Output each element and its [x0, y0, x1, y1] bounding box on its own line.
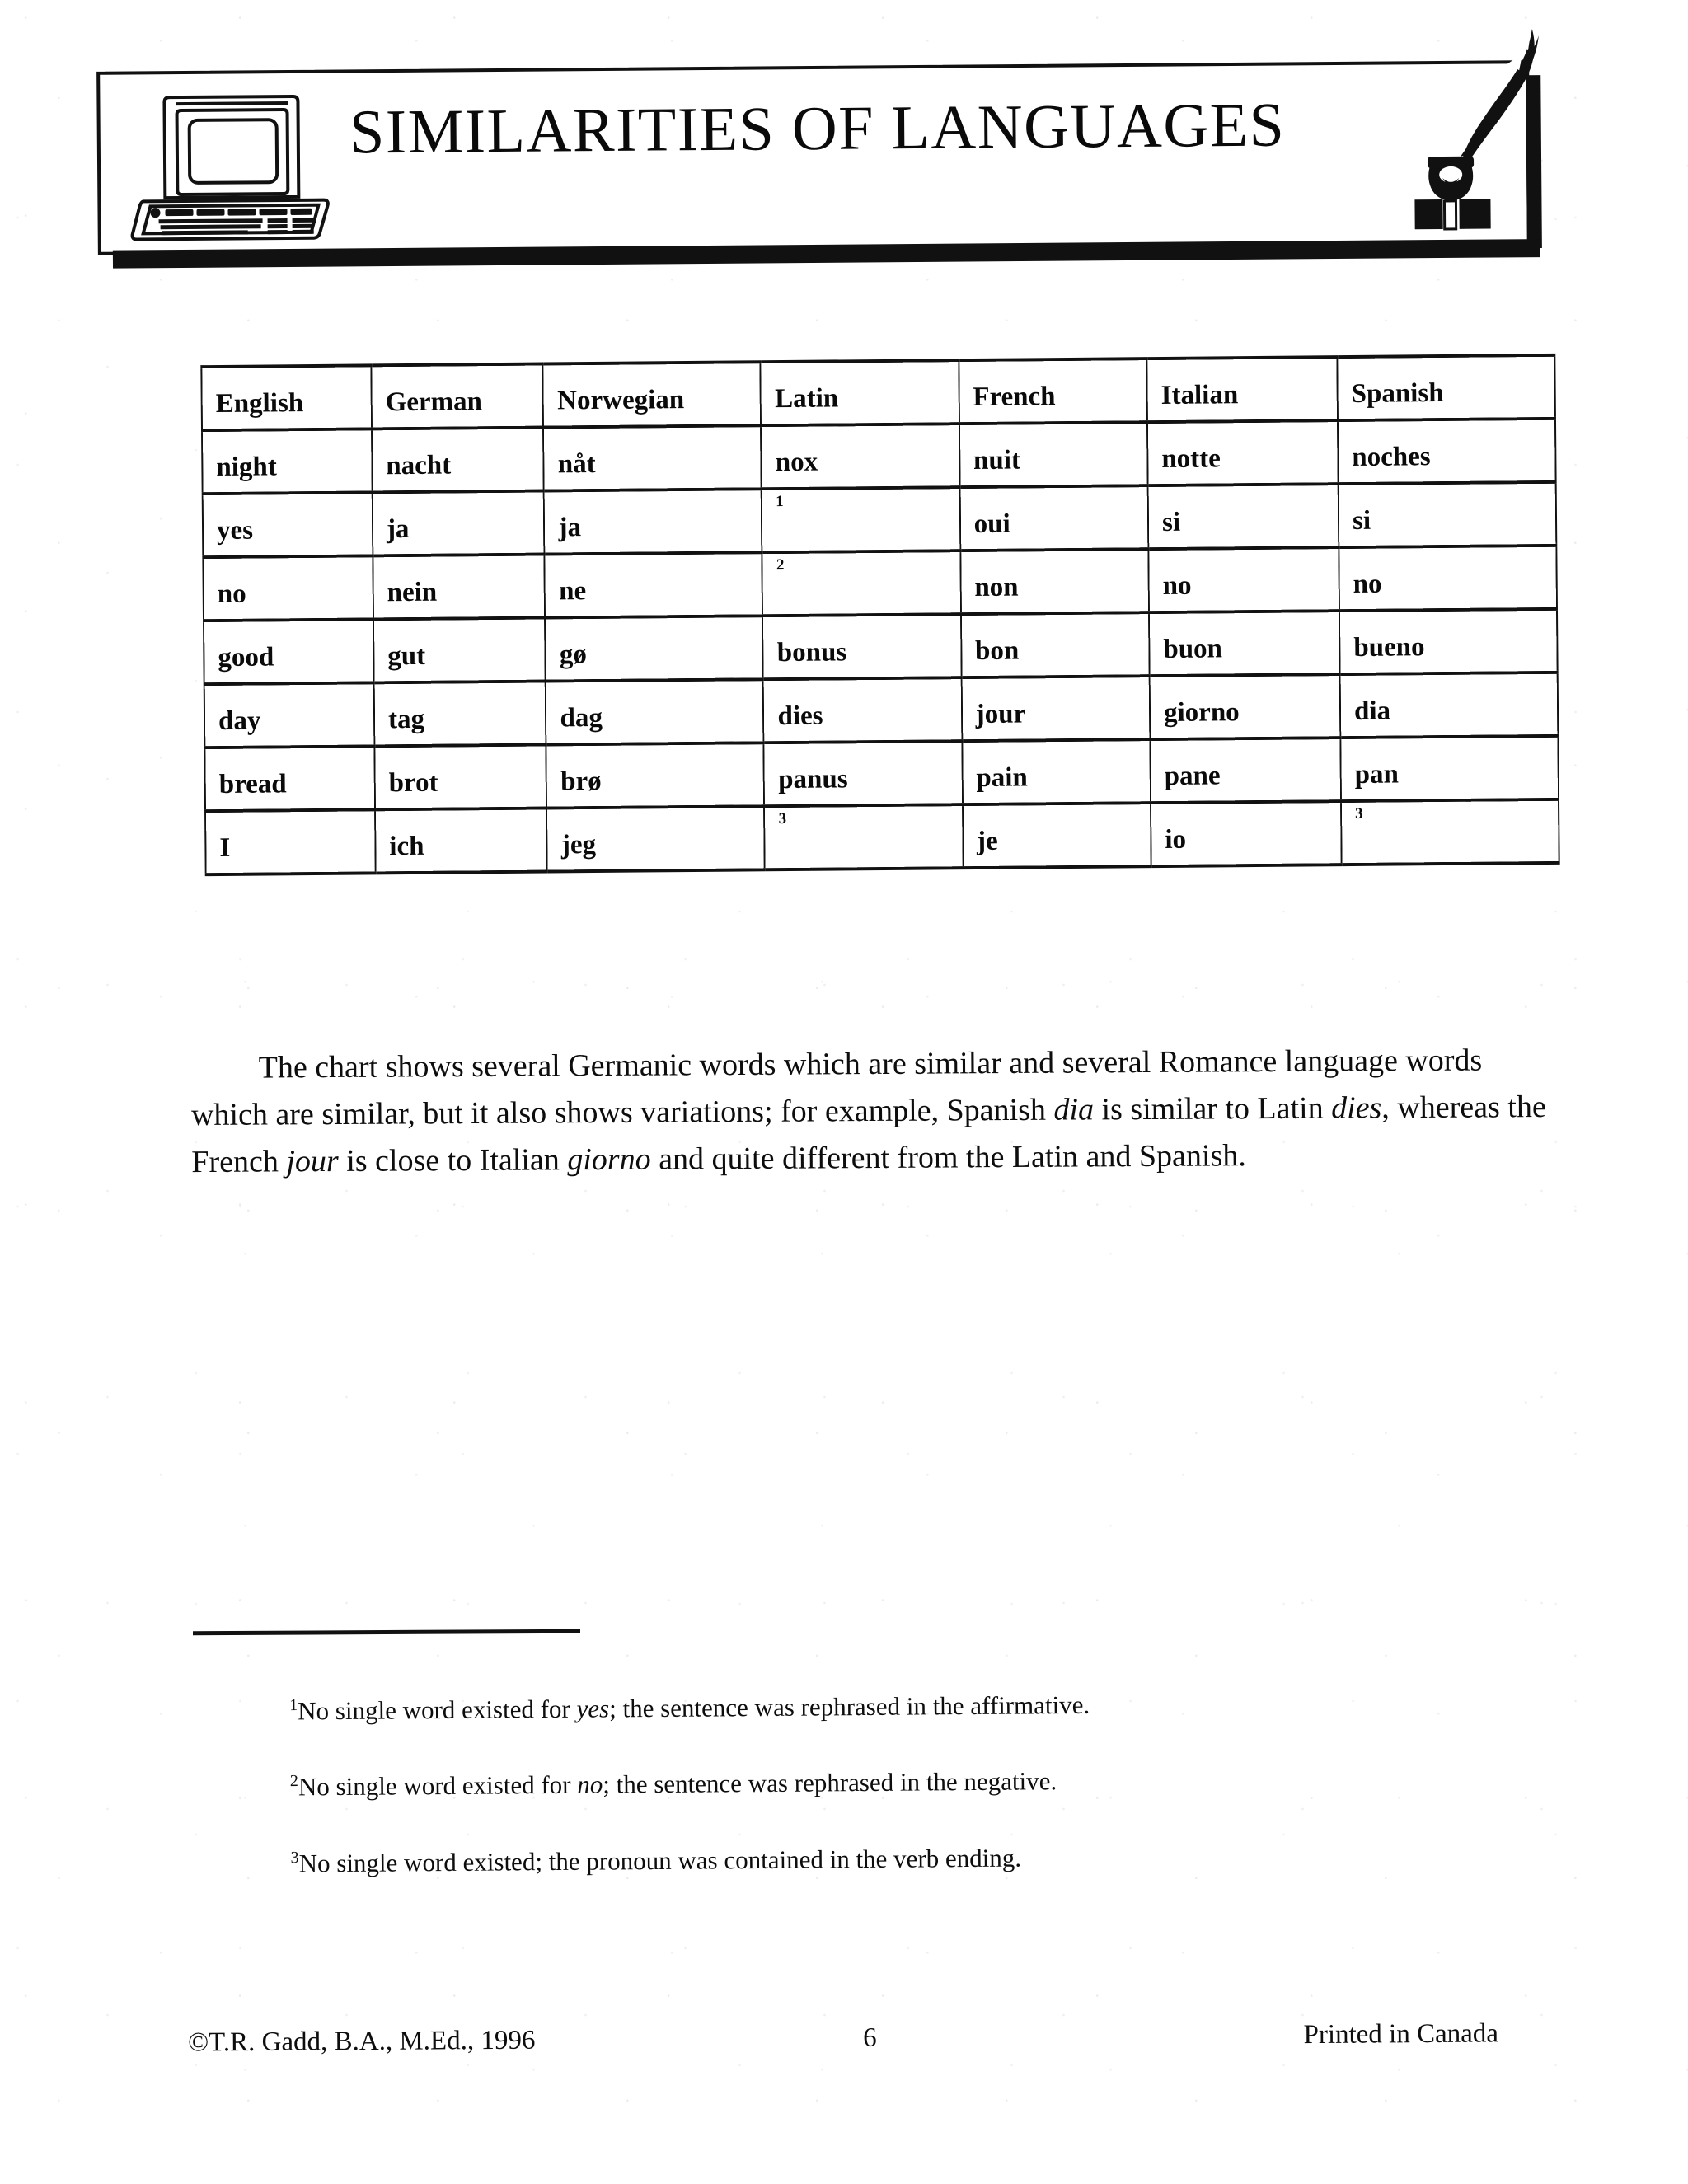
footnote-marker: 1: [776, 493, 784, 511]
table-cell-english: [204, 746, 375, 811]
column-header-german: German: [371, 364, 543, 429]
cell-text: dag: [560, 702, 603, 733]
table-cell-english: [203, 492, 373, 557]
table-cell-norwegian: [546, 743, 765, 808]
cell-text: good: [218, 642, 274, 673]
cell-text: ne: [559, 576, 587, 607]
cell-text: yes: [216, 515, 254, 546]
table-cell-norwegian: [546, 806, 765, 871]
table-cell-german: [373, 555, 545, 620]
table-cell-german: [373, 618, 546, 683]
cell-text: brot: [388, 767, 438, 799]
computer-illustration-icon: [118, 85, 341, 243]
page-title: SIMILARITIES OF LANGUAGES: [349, 90, 1286, 167]
cell-text: bon: [974, 635, 1020, 666]
cell-text: I: [219, 832, 231, 864]
cell-text: oui: [973, 509, 1010, 540]
table-cell-norwegian: [543, 425, 762, 490]
table-cell-french: [963, 803, 1151, 868]
cell-text: jour: [975, 699, 1026, 729]
table-cell-french: [960, 549, 1149, 614]
cell-text: non: [974, 572, 1019, 602]
footnote-marker: 1: [289, 1696, 298, 1715]
footnote-item: $^2$No single word existed for no; the sentence was rephrased in the negative.: [289, 1766, 1057, 1802]
footnote-separator-rule: [193, 1629, 580, 1635]
table-cell-italian: [1150, 738, 1341, 803]
cell-text: ja: [558, 513, 582, 543]
cell-text: pan: [1354, 759, 1400, 790]
table-cell-spanish: [1338, 419, 1556, 484]
cell-text: night: [216, 452, 277, 483]
table-cell-norwegian: [545, 552, 763, 617]
table-cell-spanish: [1339, 482, 1557, 547]
table-cell-latin: [764, 804, 963, 869]
cell-text: nox: [775, 447, 818, 478]
table-cell-spanish: [1340, 736, 1559, 801]
table-cell-norwegian: [544, 489, 762, 554]
cell-text: noches: [1352, 442, 1431, 472]
print-note: Printed in Canada: [1303, 2018, 1499, 2050]
cell-text: gø: [559, 640, 588, 670]
column-header-french: French: [959, 359, 1147, 424]
cell-text: bueno: [1353, 632, 1425, 663]
cell-text: tag: [387, 704, 425, 735]
similarities-table-container: [200, 354, 1559, 876]
table-cell-italian: [1151, 801, 1342, 866]
table-header-row: [201, 355, 1555, 430]
table-cell-spanish: [1341, 799, 1559, 865]
similarities-of-languages-table: [200, 354, 1559, 876]
table-cell-latin: [764, 741, 963, 806]
table-cell-spanish: [1339, 609, 1558, 674]
table-cell-english: [204, 682, 375, 748]
footnote-item: $^1$No single word existed for yes; the sentence was rephrased in the affirmative.: [289, 1690, 1090, 1726]
table-cell-norwegian: [545, 616, 763, 681]
table-cell-german: [374, 682, 546, 747]
table-cell-french: [959, 485, 1148, 551]
footnote-item: $^3$No single word existed; the pronoun was contained in the verb ending.: [290, 1843, 1022, 1878]
cell-text: no: [217, 579, 246, 610]
cell-text: giorno: [1163, 697, 1240, 729]
table-cell-english: [203, 555, 373, 621]
cell-text: io: [1165, 824, 1187, 855]
copyright-notice: ©T.R. Gadd, B.A., M.Ed., 1996: [187, 2025, 536, 2058]
cell-text: nein: [387, 577, 438, 608]
page-number: 6: [863, 2022, 877, 2053]
table-cell-german: [375, 808, 547, 874]
table-cell-latin: [762, 487, 960, 552]
cell-text: si: [1352, 505, 1372, 536]
footnote-marker: 3: [778, 810, 787, 828]
cell-text: dia: [1353, 696, 1391, 726]
cell-text: buon: [1163, 634, 1223, 665]
table-cell-french: [959, 422, 1148, 487]
cell-text: brø: [560, 766, 602, 797]
cell-text: panus: [778, 764, 848, 795]
quill-and-inkwell-icon: [1394, 24, 1568, 240]
cell-text: bonus: [776, 637, 847, 668]
cell-text: gut: [387, 640, 426, 672]
table-cell-german: [374, 745, 546, 810]
column-header-english: English: [201, 365, 372, 430]
table-cell-latin: [762, 614, 961, 679]
table-cell-german: [373, 491, 545, 556]
cell-text: no: [1353, 569, 1382, 599]
table-cell-italian: [1148, 547, 1339, 612]
footnote-marker: 2: [776, 556, 785, 574]
table-cell-latin: [761, 424, 959, 489]
column-header-latin: Latin: [761, 360, 959, 425]
cell-text: si: [1161, 507, 1181, 538]
column-header-italian: Italian: [1146, 357, 1338, 422]
footnote-marker: 3: [290, 1848, 299, 1867]
column-header-norwegian: Norwegian: [543, 362, 762, 427]
footnotes-list: [289, 1661, 1445, 1924]
table-row: [205, 799, 1559, 874]
table-cell-spanish: [1339, 546, 1557, 611]
cell-text: pain: [976, 762, 1028, 793]
table-cell-latin: [763, 677, 962, 743]
table-row: [202, 419, 1556, 494]
cell-text: nuit: [973, 445, 1021, 476]
table-cell-latin: [762, 551, 961, 616]
table-row: [203, 546, 1557, 621]
cell-text: je: [976, 826, 998, 856]
cell-text: pane: [1164, 761, 1221, 791]
table-cell-german: [372, 428, 544, 493]
table-cell-norwegian: [546, 679, 764, 744]
cell-text: notte: [1161, 443, 1221, 475]
cell-text: bread: [218, 769, 287, 800]
cell-text: nacht: [386, 450, 452, 481]
table-cell-italian: [1148, 484, 1339, 549]
cell-text: no: [1162, 570, 1192, 602]
footnote-marker: 3: [1355, 804, 1363, 823]
cell-text: ja: [386, 513, 410, 545]
table-row: [204, 609, 1558, 684]
explanatory-paragraph: The chart shows several Germanic words which are similar and several Romance language words which are similar, but it also shows variations; for example, Spanish dia is similar to Latin dies, whereas the French jour is close to Italian giorno and quite different from the Latin and Spanish.: [190, 1043, 1546, 1180]
column-header-spanish: Spanish: [1337, 355, 1555, 420]
table-row: [204, 673, 1559, 748]
table-row: [204, 736, 1559, 811]
table-cell-english: [202, 429, 373, 494]
table-row: [203, 482, 1557, 557]
cell-text: day: [218, 705, 261, 737]
footnote-marker: 2: [289, 1772, 298, 1791]
table-cell-italian: [1149, 611, 1340, 676]
table-cell-italian: [1147, 420, 1339, 485]
table-cell-spanish: [1340, 673, 1559, 738]
table-cell-italian: [1150, 674, 1341, 739]
header-banner: [96, 60, 1531, 255]
table-cell-english: [204, 619, 374, 684]
cell-text: dies: [777, 701, 823, 732]
cell-text: nåt: [557, 449, 596, 480]
table-cell-french: [961, 612, 1150, 677]
table-cell-french: [961, 676, 1150, 741]
cell-text: jeg: [560, 830, 597, 860]
table-cell-french: [962, 739, 1151, 804]
table-cell-english: [205, 809, 376, 874]
page-footer: [188, 2018, 1498, 2058]
cell-text: ich: [389, 831, 424, 862]
